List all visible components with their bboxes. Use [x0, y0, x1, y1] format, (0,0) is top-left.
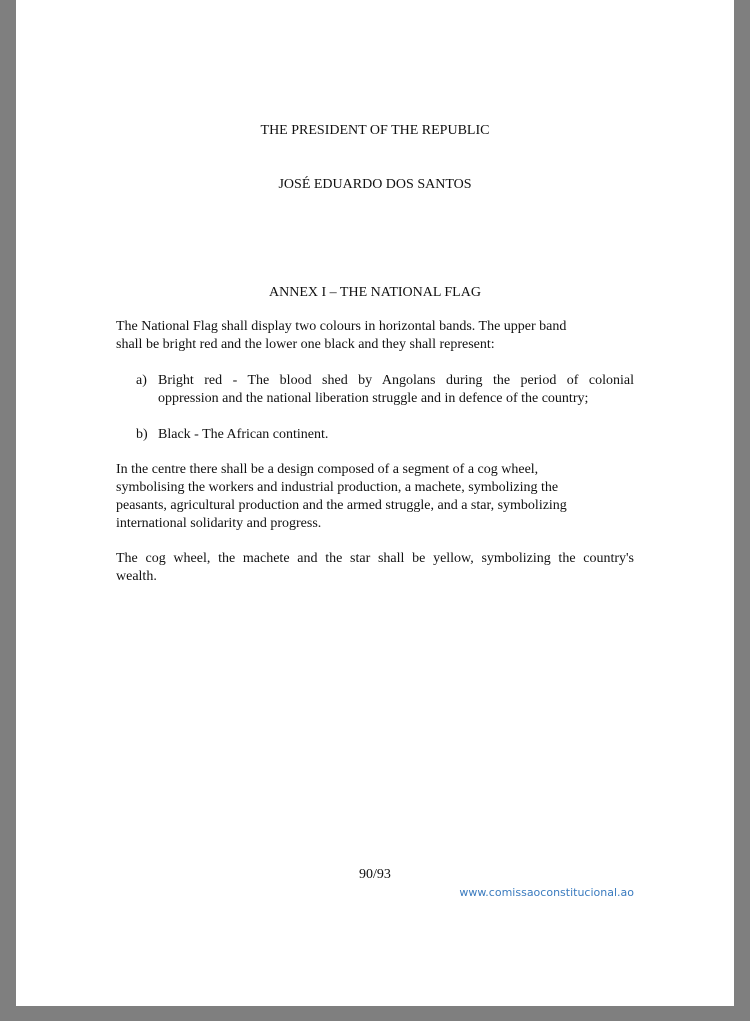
document-page: [16, 0, 734, 1006]
list-item-text: [158, 426, 634, 444]
paragraph-centre-design: [116, 461, 634, 533]
list-marker: a): [136, 373, 147, 388]
paragraph-line: The cog wheel, the machete and the star shall be yellow, symbolizing the country's: [116, 551, 634, 566]
annex-title: ANNEX I – THE NATIONAL FLAG: [269, 285, 481, 300]
paragraph-line: In the centre there shall be a design composed of a segment of a cog wheel,: [116, 462, 539, 477]
page-number: 90/93: [359, 867, 391, 882]
paragraph-line: international solidarity and progress.: [116, 516, 322, 531]
list-line: oppression and the national liberation struggle and in defence of the country;: [158, 391, 589, 406]
paragraph-intro: [116, 318, 634, 354]
paragraph-line: shall be bright red and the lower one black and they shall represent:: [116, 337, 495, 352]
heading-president: THE PRESIDENT OF THE REPUBLIC: [260, 123, 490, 138]
list-line: Bright red - The blood shed by Angolans during the period of colonial: [158, 373, 634, 388]
paragraph-line: wealth.: [116, 569, 157, 584]
heading-president-name: JOSÉ EDUARDO DOS SANTOS: [278, 177, 472, 192]
website-link[interactable]: www.comissaoconstitucional.ao: [459, 886, 634, 899]
paragraph-line: symbolising the workers and industrial production, a machete, symbolizing the: [116, 480, 559, 495]
paragraph-colours: [116, 550, 634, 586]
list-marker: b): [136, 427, 148, 442]
list-item-text: [158, 372, 634, 408]
list-line: Black - The African continent.: [158, 427, 329, 442]
paragraph-line: peasants, agricultural production and the armed struggle, and a star, symbolizing: [116, 498, 567, 513]
paragraph-line: The National Flag shall display two colours in horizontal bands. The upper band: [116, 319, 567, 334]
